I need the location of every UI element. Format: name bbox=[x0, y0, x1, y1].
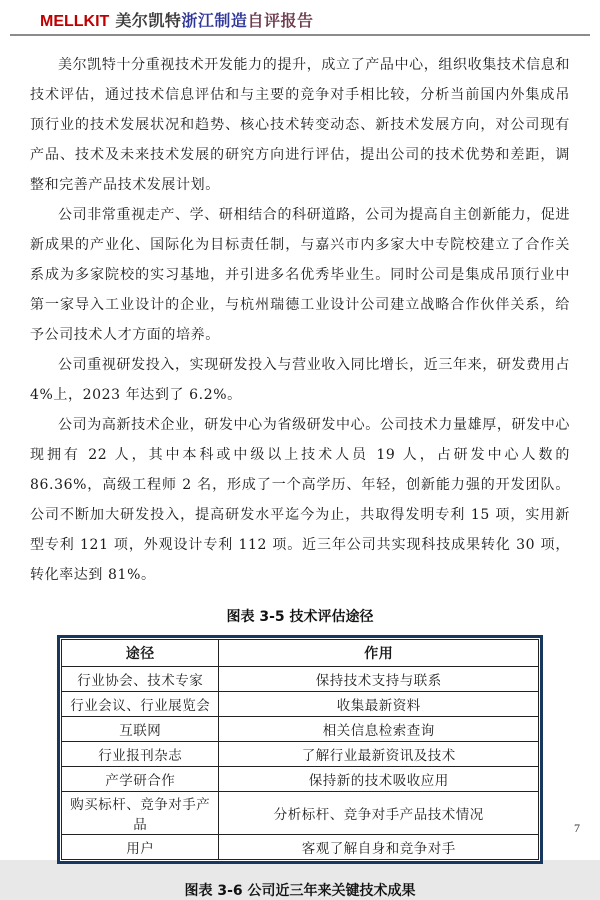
tech-evaluation-table-frame bbox=[57, 635, 543, 864]
document-body bbox=[30, 50, 570, 590]
brand-logo-text: MELLKIT bbox=[40, 13, 110, 30]
table-header-way: 途径 bbox=[62, 640, 219, 667]
table-cell-use: 保持新的技术吸收应用 bbox=[219, 767, 539, 792]
table-row bbox=[62, 792, 539, 835]
table-cell-way: 行业协会、技术专家 bbox=[62, 667, 219, 692]
body-paragraph-3: 公司重视研发投入，实现研发投入与营业收入同比增长，近三年来，研发费用占 4%上，2023 年达到了 6.2%。 bbox=[30, 357, 570, 403]
table-row bbox=[62, 742, 539, 767]
table-cell-way: 购买标杆、竞争对手产品 bbox=[62, 792, 219, 835]
figure-3-5-caption: 图表 3-5 技术评估途径 bbox=[226, 609, 374, 625]
table-cell-use: 保持技术支持与联系 bbox=[219, 667, 539, 692]
table-cell-use: 相关信息检索查询 bbox=[219, 717, 539, 742]
page-header bbox=[10, 0, 590, 36]
body-paragraph-4: 公司为高新技术企业，研发中心为省级研发中心。公司技术力量雄厚，研发中心现拥有 22 人，其中本科或中级以上技术人员 19 人，占研发中心人数的 86.36%，高级工程师 2 名，形成了一个高学历、年轻，创新能力强的开发团队。公司不断加大研发投入，提高研发水平迄今为止，共取得发明专利 15 项，实用新型专利 121 项，外观设计专利 112 项。近三年公司共实现科技成果转化 30 项，转化率达到 81%。 bbox=[30, 417, 570, 583]
table-row bbox=[62, 835, 539, 860]
table-row bbox=[62, 692, 539, 717]
table-header-row bbox=[62, 640, 539, 667]
table-cell-use: 分析标杆、竞争对手产品技术情况 bbox=[219, 792, 539, 835]
table-row bbox=[62, 667, 539, 692]
header-report-label: 自评报告 bbox=[247, 11, 314, 30]
body-paragraph-1: 美尔凯特十分重视技术开发能力的提升，成立了产品中心，组织收集技术信息和技术评估，通过技术信息评估和与主要的竞争对手相比较，分析当前国内外集成吊顶行业的技术发展状况和趋势、核心技术转变动态、新技术发展方向，对公司现有产品、技术及未来技术发展的研究方向进行评估，提出公司的技术优势和差距，调整和完善产品技术发展计划。 bbox=[30, 57, 570, 193]
table-cell-way: 用户 bbox=[62, 835, 219, 860]
table-row bbox=[62, 767, 539, 792]
table-cell-use: 客观了解自身和竞争对手 bbox=[219, 835, 539, 860]
tech-evaluation-table bbox=[61, 639, 539, 860]
body-paragraph-2: 公司非常重视走产、学、研相结合的科研道路，公司为提高自主创新能力，促进新成果的产业化、国际化为目标责任制，与嘉兴市内多家大中专院校建立了合作关系成为多家院校的实习基地，并引进多名优秀毕业生。同时公司是集成吊顶行业中第一家导入工业设计的企业，与杭州瑞德工业设计公司建立战略合作伙伴关系，给予公司技术人才方面的培养。 bbox=[30, 207, 570, 343]
page-number: 7 bbox=[574, 821, 580, 835]
table-cell-way: 产学研合作 bbox=[62, 767, 219, 792]
figure-3-6-caption: 图表 3-6 公司近三年来关键技术成果 bbox=[184, 883, 416, 899]
table-cell-way: 互联网 bbox=[62, 717, 219, 742]
table-cell-use: 了解行业最新资讯及技术 bbox=[219, 742, 539, 767]
table-row bbox=[62, 717, 539, 742]
table-cell-way: 行业会议、行业展览会 bbox=[62, 692, 219, 717]
table-cell-use: 收集最新资料 bbox=[219, 692, 539, 717]
header-region-label: 浙江制造 bbox=[181, 11, 248, 30]
table-header-use: 作用 bbox=[219, 640, 539, 667]
table-cell-way: 行业报刊杂志 bbox=[62, 742, 219, 767]
header-company-name: 美尔凯特 bbox=[115, 11, 182, 30]
